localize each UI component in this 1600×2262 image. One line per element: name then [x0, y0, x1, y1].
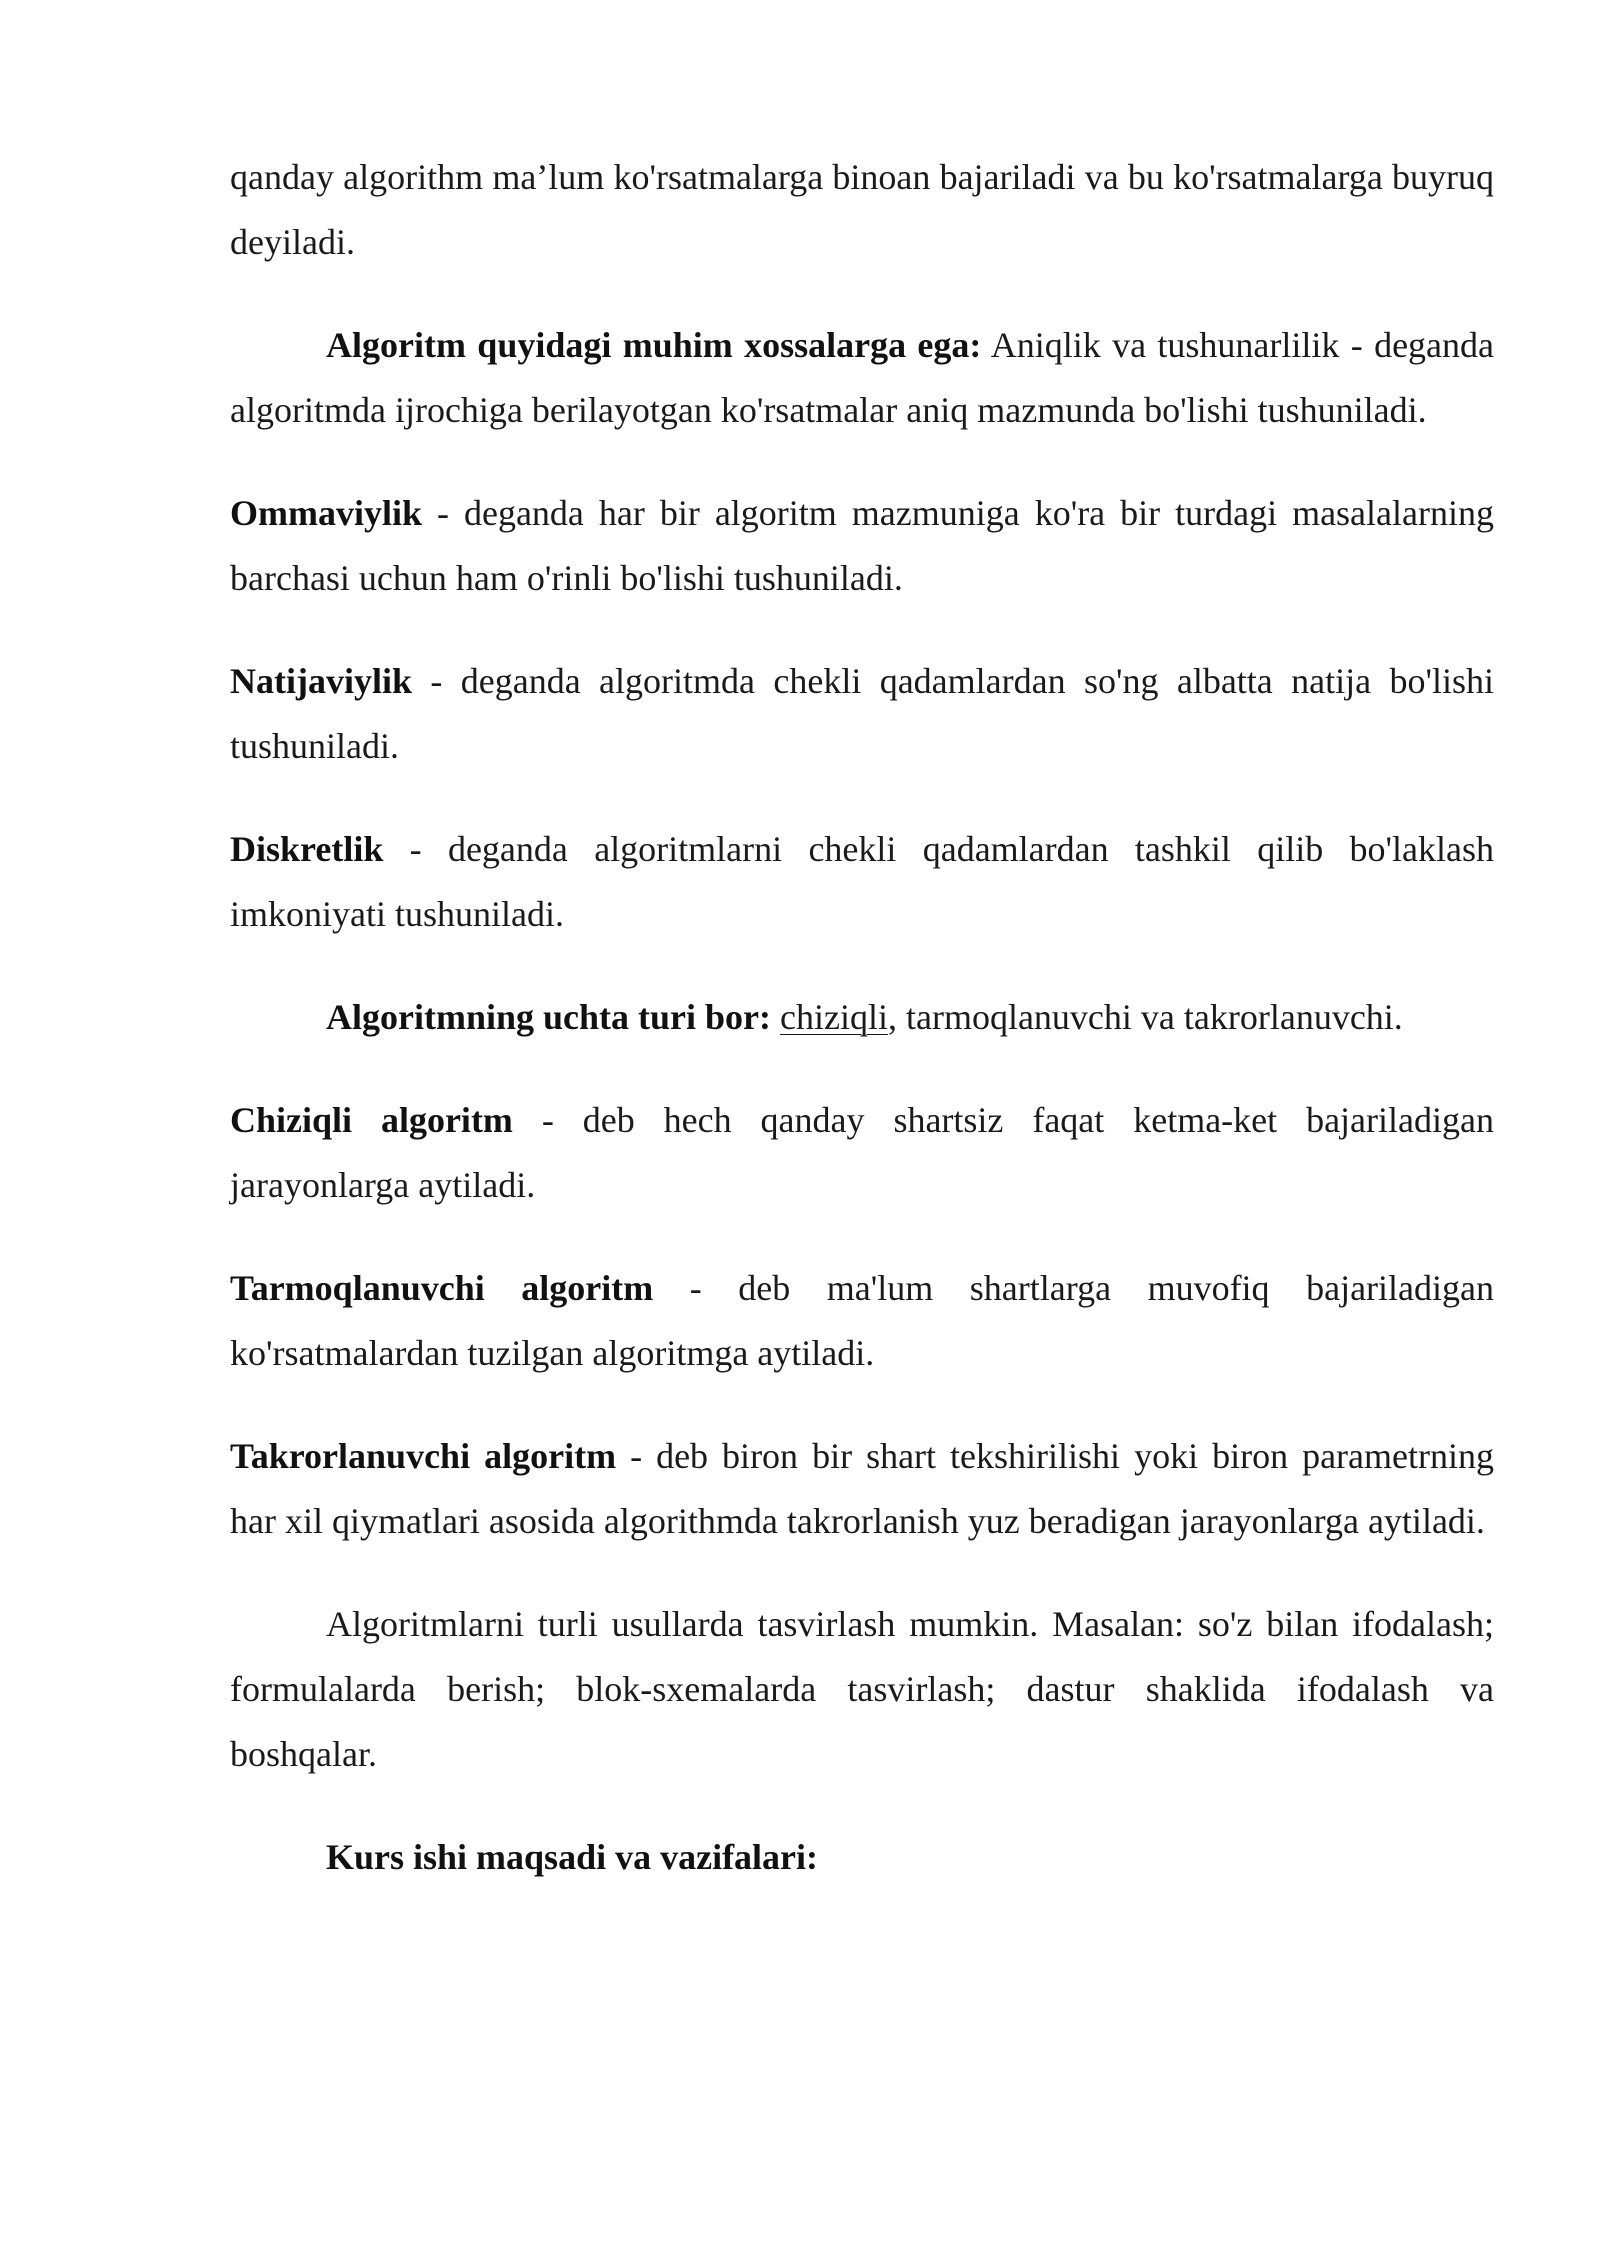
- bold-term: Ommaviylik: [230, 493, 423, 533]
- paragraph-text: - deb ma'lum shartlarga muvofiq bajariladigan ko'rsatmalardan tuzilgan algoritmga aytiladi.: [230, 1268, 1494, 1373]
- paragraph-algorithm-types: [230, 985, 1494, 1050]
- paragraph-properties: [230, 313, 1494, 443]
- paragraph-text: - deb hech qanday shartsiz faqat ketma-ket bajariladigan jarayonlarga aytiladi.: [230, 1100, 1494, 1205]
- bold-term: Diskretlik: [230, 829, 384, 869]
- bold-term: Tarmoqlanuvchi algoritm: [230, 1268, 654, 1308]
- paragraph-text: Aniqlik va tushunarlilik - deganda algoritmda ijrochiga berilayotgan ko'rsatmalar aniq mazmunda bo'lishi tushuniladi.: [230, 325, 1495, 430]
- paragraph-ommaviylik: [230, 481, 1494, 611]
- paragraph-chiziqli: [230, 1088, 1494, 1218]
- bold-term: Natijaviylik: [230, 661, 413, 701]
- paragraph-text: - deganda algoritmda chekli qadamlardan so'ng albatta natija bo'lishi tushuniladi.: [230, 661, 1494, 766]
- paragraph-representation: [230, 1592, 1494, 1787]
- section-heading: Kurs ishi maqsadi va vazifalari:: [326, 1837, 819, 1877]
- paragraph-intro: [230, 145, 1494, 275]
- paragraph-diskretlik: [230, 817, 1494, 947]
- bold-term: Chiziqli algoritm: [230, 1100, 513, 1140]
- paragraph-takrorlanuvchi: [230, 1424, 1494, 1554]
- paragraph-text: - deb biron bir shart tekshirilishi yoki biron parametrning har xil qiymatlari asosida algorithmda takrorlanish yuz beradigan jarayonlarga aytiladi.: [230, 1436, 1494, 1541]
- paragraph-text: - deganda har bir algoritm mazmuniga ko'ra bir turdagi masalalarning barchasi uchun ham o'rinli bo'lishi tushuniladi.: [230, 493, 1494, 598]
- underlined-term: chiziqli: [780, 997, 888, 1037]
- paragraph-tarmoqlanuvchi: [230, 1256, 1494, 1386]
- bold-term: Algoritmning uchta turi bor:: [326, 997, 771, 1037]
- space: [771, 997, 780, 1037]
- bold-term: Algoritm quyidagi muhim xossalarga ega:: [326, 325, 982, 365]
- bold-term: Takrorlanuvchi algoritm: [230, 1436, 617, 1476]
- document-body: [230, 145, 1494, 1890]
- paragraph-text: , tarmoqlanuvchi va takrorlanuvchi.: [887, 997, 1403, 1037]
- paragraph-text: qanday algorithm ma’lum ko'rsatmalarga binoan bajariladi va bu ko'rsatmalarga buyruq deyiladi.: [230, 157, 1494, 262]
- paragraph-text: - deganda algoritmlarni chekli qadamlardan tashkil qilib bo'laklash imkoniyati tushuniladi.: [230, 829, 1494, 934]
- paragraph-text: Algoritmlarni turli usullarda tasvirlash mumkin. Masalan: so'z bilan ifodalash; formulalarda berish; blok-sxemalarda tasvirlash; dastur shaklida ifodalash va boshqalar.: [230, 1604, 1494, 1774]
- paragraph-natijaviylik: [230, 649, 1494, 779]
